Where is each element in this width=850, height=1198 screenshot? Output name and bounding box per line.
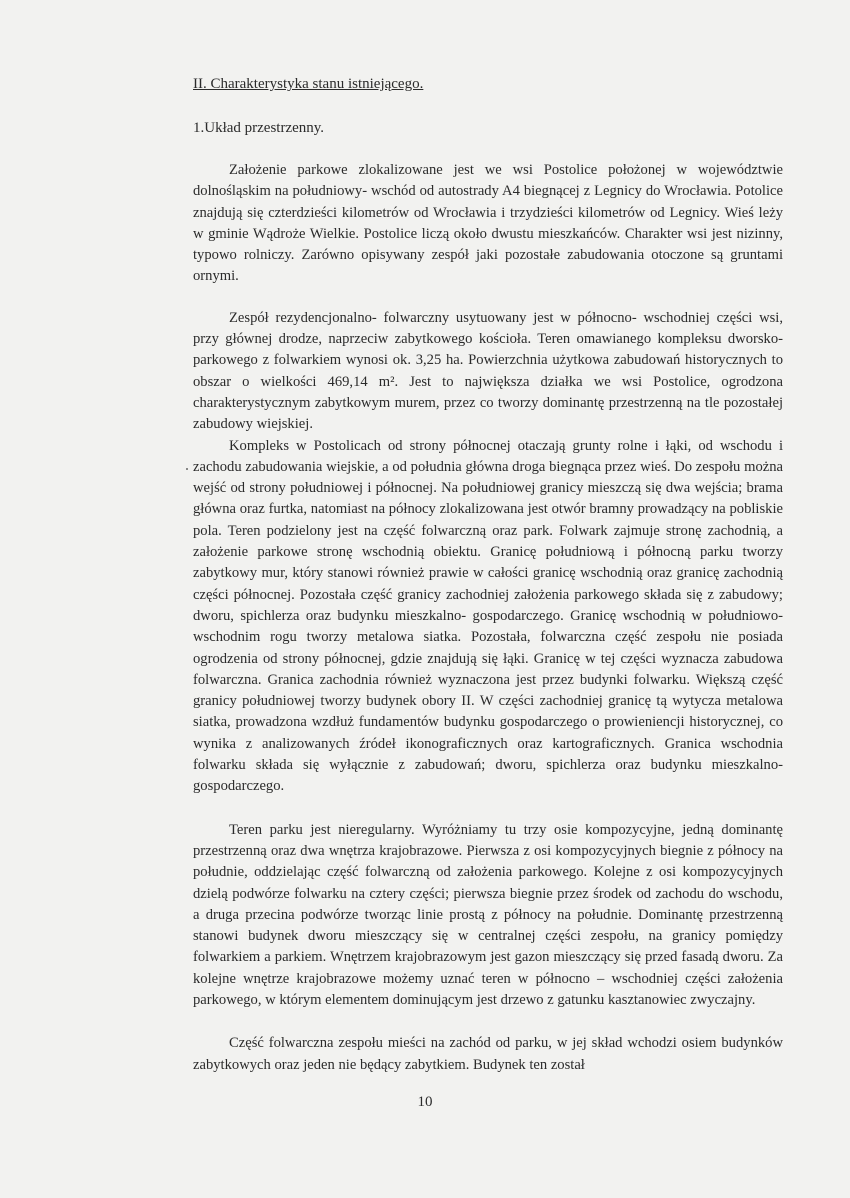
subsection-heading: 1.Układ przestrzenny. xyxy=(193,120,325,136)
section-heading: II. Charakterystyka stanu istniejącego. xyxy=(193,76,424,92)
page-content xyxy=(193,74,783,1076)
scan-speck xyxy=(186,468,188,470)
paragraph-boundaries: Kompleks w Postolicach od strony północnej otaczają grunty rolne i łąki, od wschodu i zachodu zabudowania wiejskie, a od południa główna droga biegnąca przez wieś. Do zespołu można wejść od strony południowej i północnej. Na południowej granicy mieszczą się dwa wejścia; brama główna oraz furtka, natomiast na północy zlokalizowana jest otwór bramny prowadzący na pobliskie pola. Teren podzielony jest na część folwarczną oraz park. Folwark zajmuje stronę zachodnią, a założenie parkowe stronę wschodnią obiektu. Granicę południową i północną parku tworzy zabytkowy mur, który stanowi również prawie w całości granicę wschodnią oraz granicę zachodnią części północnej. Pozostała część granicy zachodniej założenia parkowego składa się z zabudowy; dworu, spichlerza oraz budynku mieszkalno- gospodarczego. Granicę wschodnią w południowo- wschodnim rogu tworzy metalowa siatka. Pozostała, folwarczna część zespołu nie posiada ogrodzenia od strony północnej, gdzie znajdują się łąki. Granicę w tej części wyznacza zabudowa folwarczna. Granica zachodnia również wyznaczona jest przez budynki folwarku. Większą część granicy południowej tworzy budynek obory II. W części zachodniej granicę tą wytycza metalowa siatka, prowadzona wzdłuż fundamentów budynku gospodarczego o prowieniencji historycznej, co wynika z analizowanych źródeł ikonograficznych oraz kartograficznych. Granica wschodnia folwarku składa się wyłącznie z zabudowań; dworu, spichlerza oraz budynku mieszkalno- gospodarczego. xyxy=(193,437,783,795)
paragraph-location: Założenie parkowe zlokalizowane jest we wsi Postolice położonej w województwie dolnośląskim na południowy- wschód od autostrady A4 biegnącej z Legnicy do Wrocławia. Potolice znajdują się czterdzieści kilometrów od Wrocławia i trzydzieści kilometrów od Legnicy. Wieś leży w gminie Wądroże Wielkie. Postolice liczą około dwustu mieszkańców. Charakter wsi jest nizinny, typowo rolniczy. Zarówno opisywany zespół jaki pozostałe zabudowania otoczone są gruntami ornymi. xyxy=(193,162,783,285)
paragraph-spacer xyxy=(193,798,783,820)
page-number: 10 xyxy=(417,1094,433,1110)
paragraph-spacer xyxy=(193,1011,783,1033)
paragraph-spacer xyxy=(193,288,783,308)
paragraph-farm-section: Część folwarczna zespołu mieści na zachód od parku, w jej skład wchodzi osiem budynków zabytkowych oraz jeden nie będący zabytkiem. Budynek ten został xyxy=(193,1035,783,1073)
paragraph-park-composition: Teren parku jest nieregularny. Wyróżniamy tu trzy osie kompozycyjne, jedną dominantę przestrzenną oraz dwa wnętrza krajobrazowe. Pierwsza z osi kompozycyjnych biegnie z północy na południe, oddzielając część folwarczną od założenia parkowego. Kolejne z osi kompozycyjnych dzielą podwórze folwarku na cztery części; pierwsza biegnie przez środek od zachodu do wschodu, a druga przecina podwórze tworząc linie prostą z północy na południe. Dominantę przestrzenną stanowi budynek dworu mieszczący się w centralnej części zespołu, na granicy pomiędzy folwarkiem a parkiem. Wnętrzem krajobrazowym jest gazon mieszczący się przed fasadą dworu. Za kolejne wnętrze krajobrazowe możemy uznać teren w północno – wschodniej części założenia parkowego, w którym elementem dominującym jest drzewo z gatunku kasztanowiec zwyczajny. xyxy=(193,821,783,1008)
paragraph-complex-overview: Zespół rezydencjonalno- folwarczny usytuowany jest w północno- wschodniej części wsi, przy głównej drodze, naprzeciw zabytkowego kościoła. Teren omawianego kompleksu dworsko- parkowego z folwarkiem wynosi ok. 3,25 ha. Powierzchnia użytkowa zabudowań historycznych to obszar o wielkości 469,14 m². Jest to największa działka we wsi Postolice, ogrodzona charakterystycznym zabytkowym murem, przez co tworzy dominantę przestrzenną na tle pozostałej zabudowy wiejskiej. xyxy=(193,309,783,433)
